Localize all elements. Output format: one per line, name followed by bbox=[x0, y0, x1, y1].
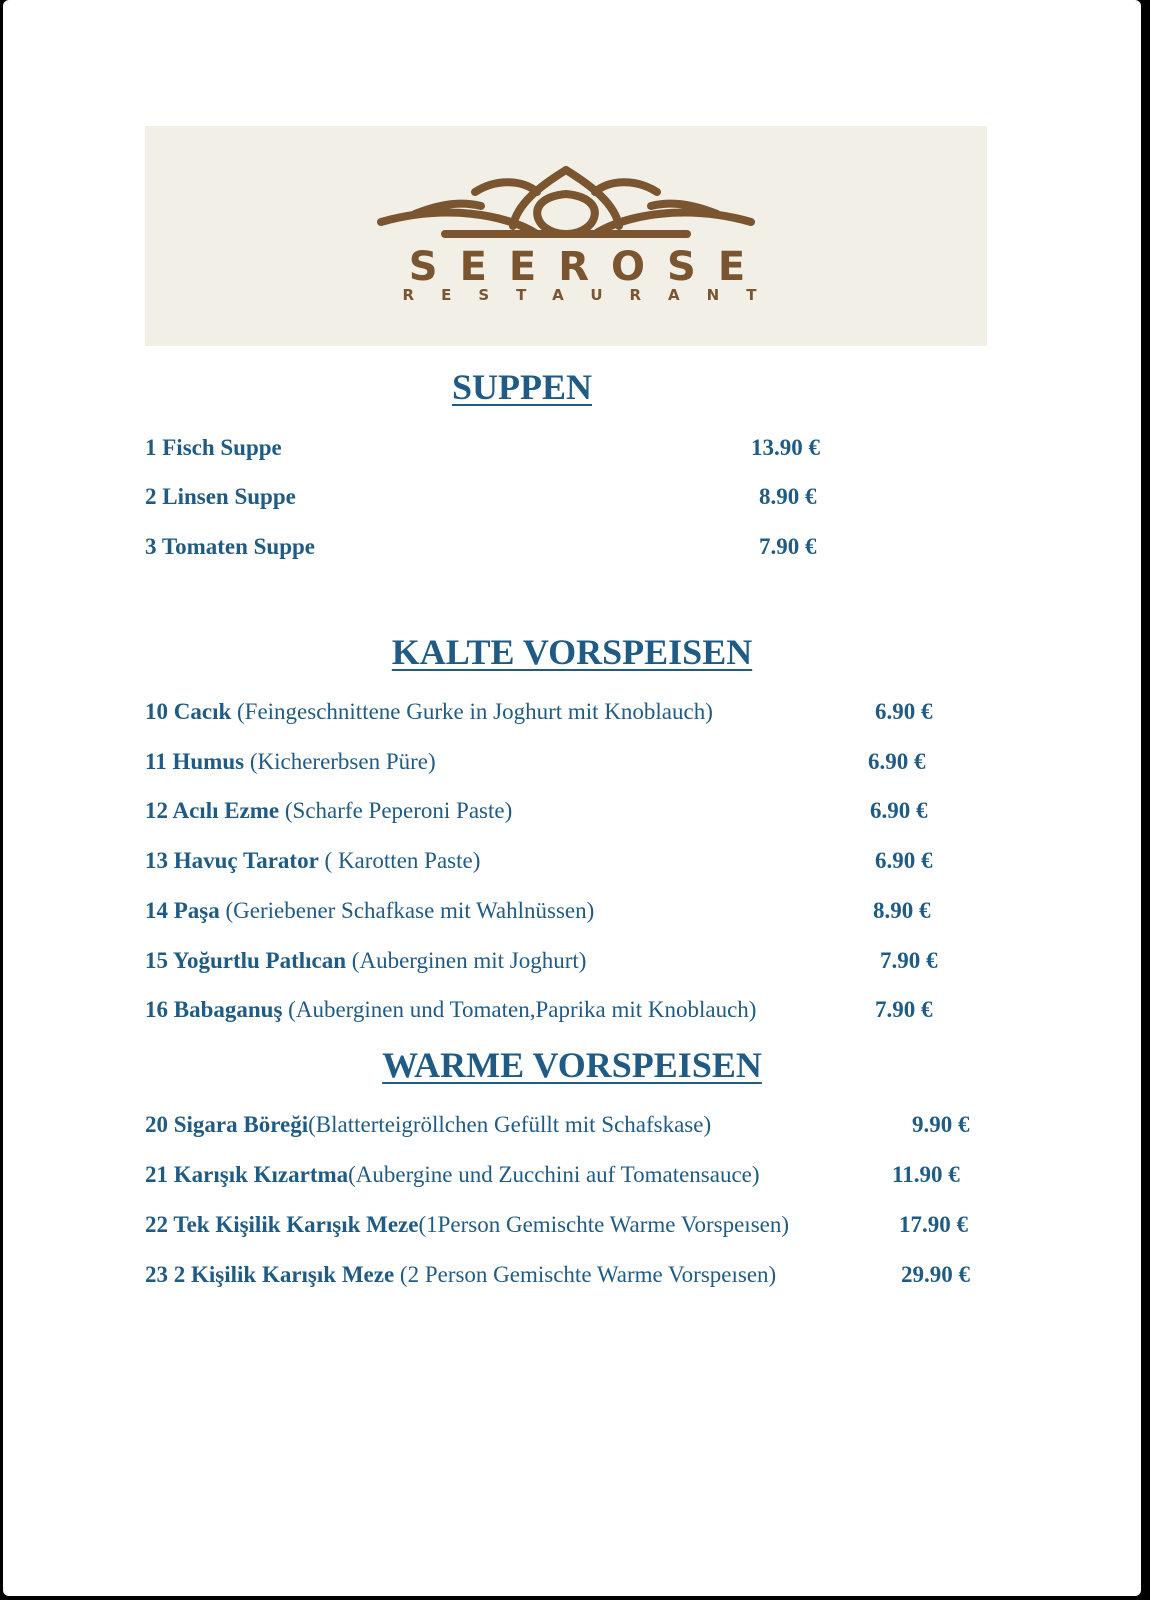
menu-item-description: (Scharfe Peperoni Paste) bbox=[279, 798, 513, 823]
menu-item bbox=[145, 897, 594, 925]
section-heading-kalte-vorspeisen: KALTE VORSPEISEN bbox=[391, 632, 753, 672]
menu-item-name: 10 Cacık bbox=[145, 699, 232, 724]
menu-item bbox=[145, 533, 315, 561]
menu-item-description: (Aubergine und Zucchini auf Tomatensauce) bbox=[348, 1162, 760, 1187]
menu-item-description: (Blatterteigröllchen Gefüllt mit Schafskase) bbox=[308, 1112, 712, 1137]
menu-item-description: (Geriebener Schafkase mit Wahlnüssen) bbox=[219, 898, 595, 923]
menu-item-price: 13.90 € bbox=[751, 435, 820, 460]
menu-item-price: 7.90 € bbox=[880, 948, 938, 973]
menu-item-name: 15 Yoğurtlu Patlıcan bbox=[145, 948, 347, 973]
menu-item-name: 22 Tek Kişilik Karışık Meze bbox=[145, 1212, 419, 1237]
logo-name: SEEROSE bbox=[408, 244, 768, 290]
menu-item bbox=[145, 1261, 776, 1289]
menu-item-price: 6.90 € bbox=[868, 749, 926, 774]
menu-item-description: (2 Person Gemischte Warme Vorspeısen) bbox=[394, 1262, 777, 1287]
menu-item-name: 20 Sigara Böreği bbox=[145, 1112, 309, 1137]
menu-item bbox=[145, 797, 512, 825]
menu-item-name: 12 Acılı Ezme bbox=[145, 798, 280, 823]
menu-item-price: 11.90 € bbox=[892, 1162, 960, 1187]
menu-item-price: 7.90 € bbox=[759, 534, 817, 559]
menu-item-price: 6.90 € bbox=[875, 699, 933, 724]
menu-item bbox=[145, 996, 756, 1024]
menu-item-name: 2 Linsen Suppe bbox=[145, 484, 296, 509]
menu-page bbox=[3, 0, 1141, 1596]
menu-item-price: 6.90 € bbox=[875, 848, 933, 873]
menu-item-description: (Feingeschnittene Gurke in Joghurt mit Knoblauch) bbox=[231, 699, 713, 724]
restaurant-logo bbox=[145, 126, 987, 346]
menu-item bbox=[145, 1111, 711, 1139]
menu-item-name: 1 Fisch Suppe bbox=[145, 435, 282, 460]
menu-item bbox=[145, 1211, 789, 1239]
menu-item bbox=[145, 748, 436, 776]
lotus-icon bbox=[145, 126, 987, 346]
menu-item bbox=[145, 947, 586, 975]
menu-item-description: (Kichererbsen Püre) bbox=[244, 749, 436, 774]
section-heading-warme-vorspeisen: WARME VORSPEISEN bbox=[382, 1045, 762, 1085]
logo-subtitle: RESTAURANT bbox=[402, 286, 784, 304]
menu-item-description: (Auberginen und Tomaten,Paprika mit Knoblauch) bbox=[282, 997, 757, 1022]
menu-item-description: (1Person Gemischte Warme Vorspeısen) bbox=[418, 1212, 790, 1237]
menu-item-price: 29.90 € bbox=[901, 1262, 970, 1287]
menu-item-description: ( Karotten Paste) bbox=[318, 848, 481, 873]
menu-item bbox=[145, 698, 713, 726]
menu-item-name: 21 Karışık Kızartma bbox=[145, 1162, 349, 1187]
menu-item bbox=[145, 847, 480, 875]
menu-item bbox=[145, 434, 282, 462]
menu-item-price: 9.90 € bbox=[912, 1112, 970, 1137]
menu-item-price: 8.90 € bbox=[759, 484, 817, 509]
menu-item-price: 7.90 € bbox=[875, 997, 933, 1022]
menu-item-name: 3 Tomaten Suppe bbox=[145, 534, 316, 559]
menu-item-name: 23 2 Kişilik Karışık Meze bbox=[145, 1262, 395, 1287]
menu-item-price: 6.90 € bbox=[870, 798, 928, 823]
menu-item-price: 8.90 € bbox=[873, 898, 931, 923]
menu-item-name: 16 Babaganuş bbox=[145, 997, 283, 1022]
section-heading-suppen: SUPPEN bbox=[451, 367, 592, 407]
menu-item-name: 11 Humus bbox=[145, 749, 245, 774]
menu-item-description: (Auberginen mit Joghurt) bbox=[346, 948, 587, 973]
menu-item bbox=[145, 483, 296, 511]
menu-item-name: 13 Havuç Tarator bbox=[145, 848, 319, 873]
menu-item-price: 17.90 € bbox=[899, 1212, 968, 1237]
menu-item bbox=[145, 1161, 760, 1189]
menu-item-name: 14 Paşa bbox=[145, 898, 220, 923]
